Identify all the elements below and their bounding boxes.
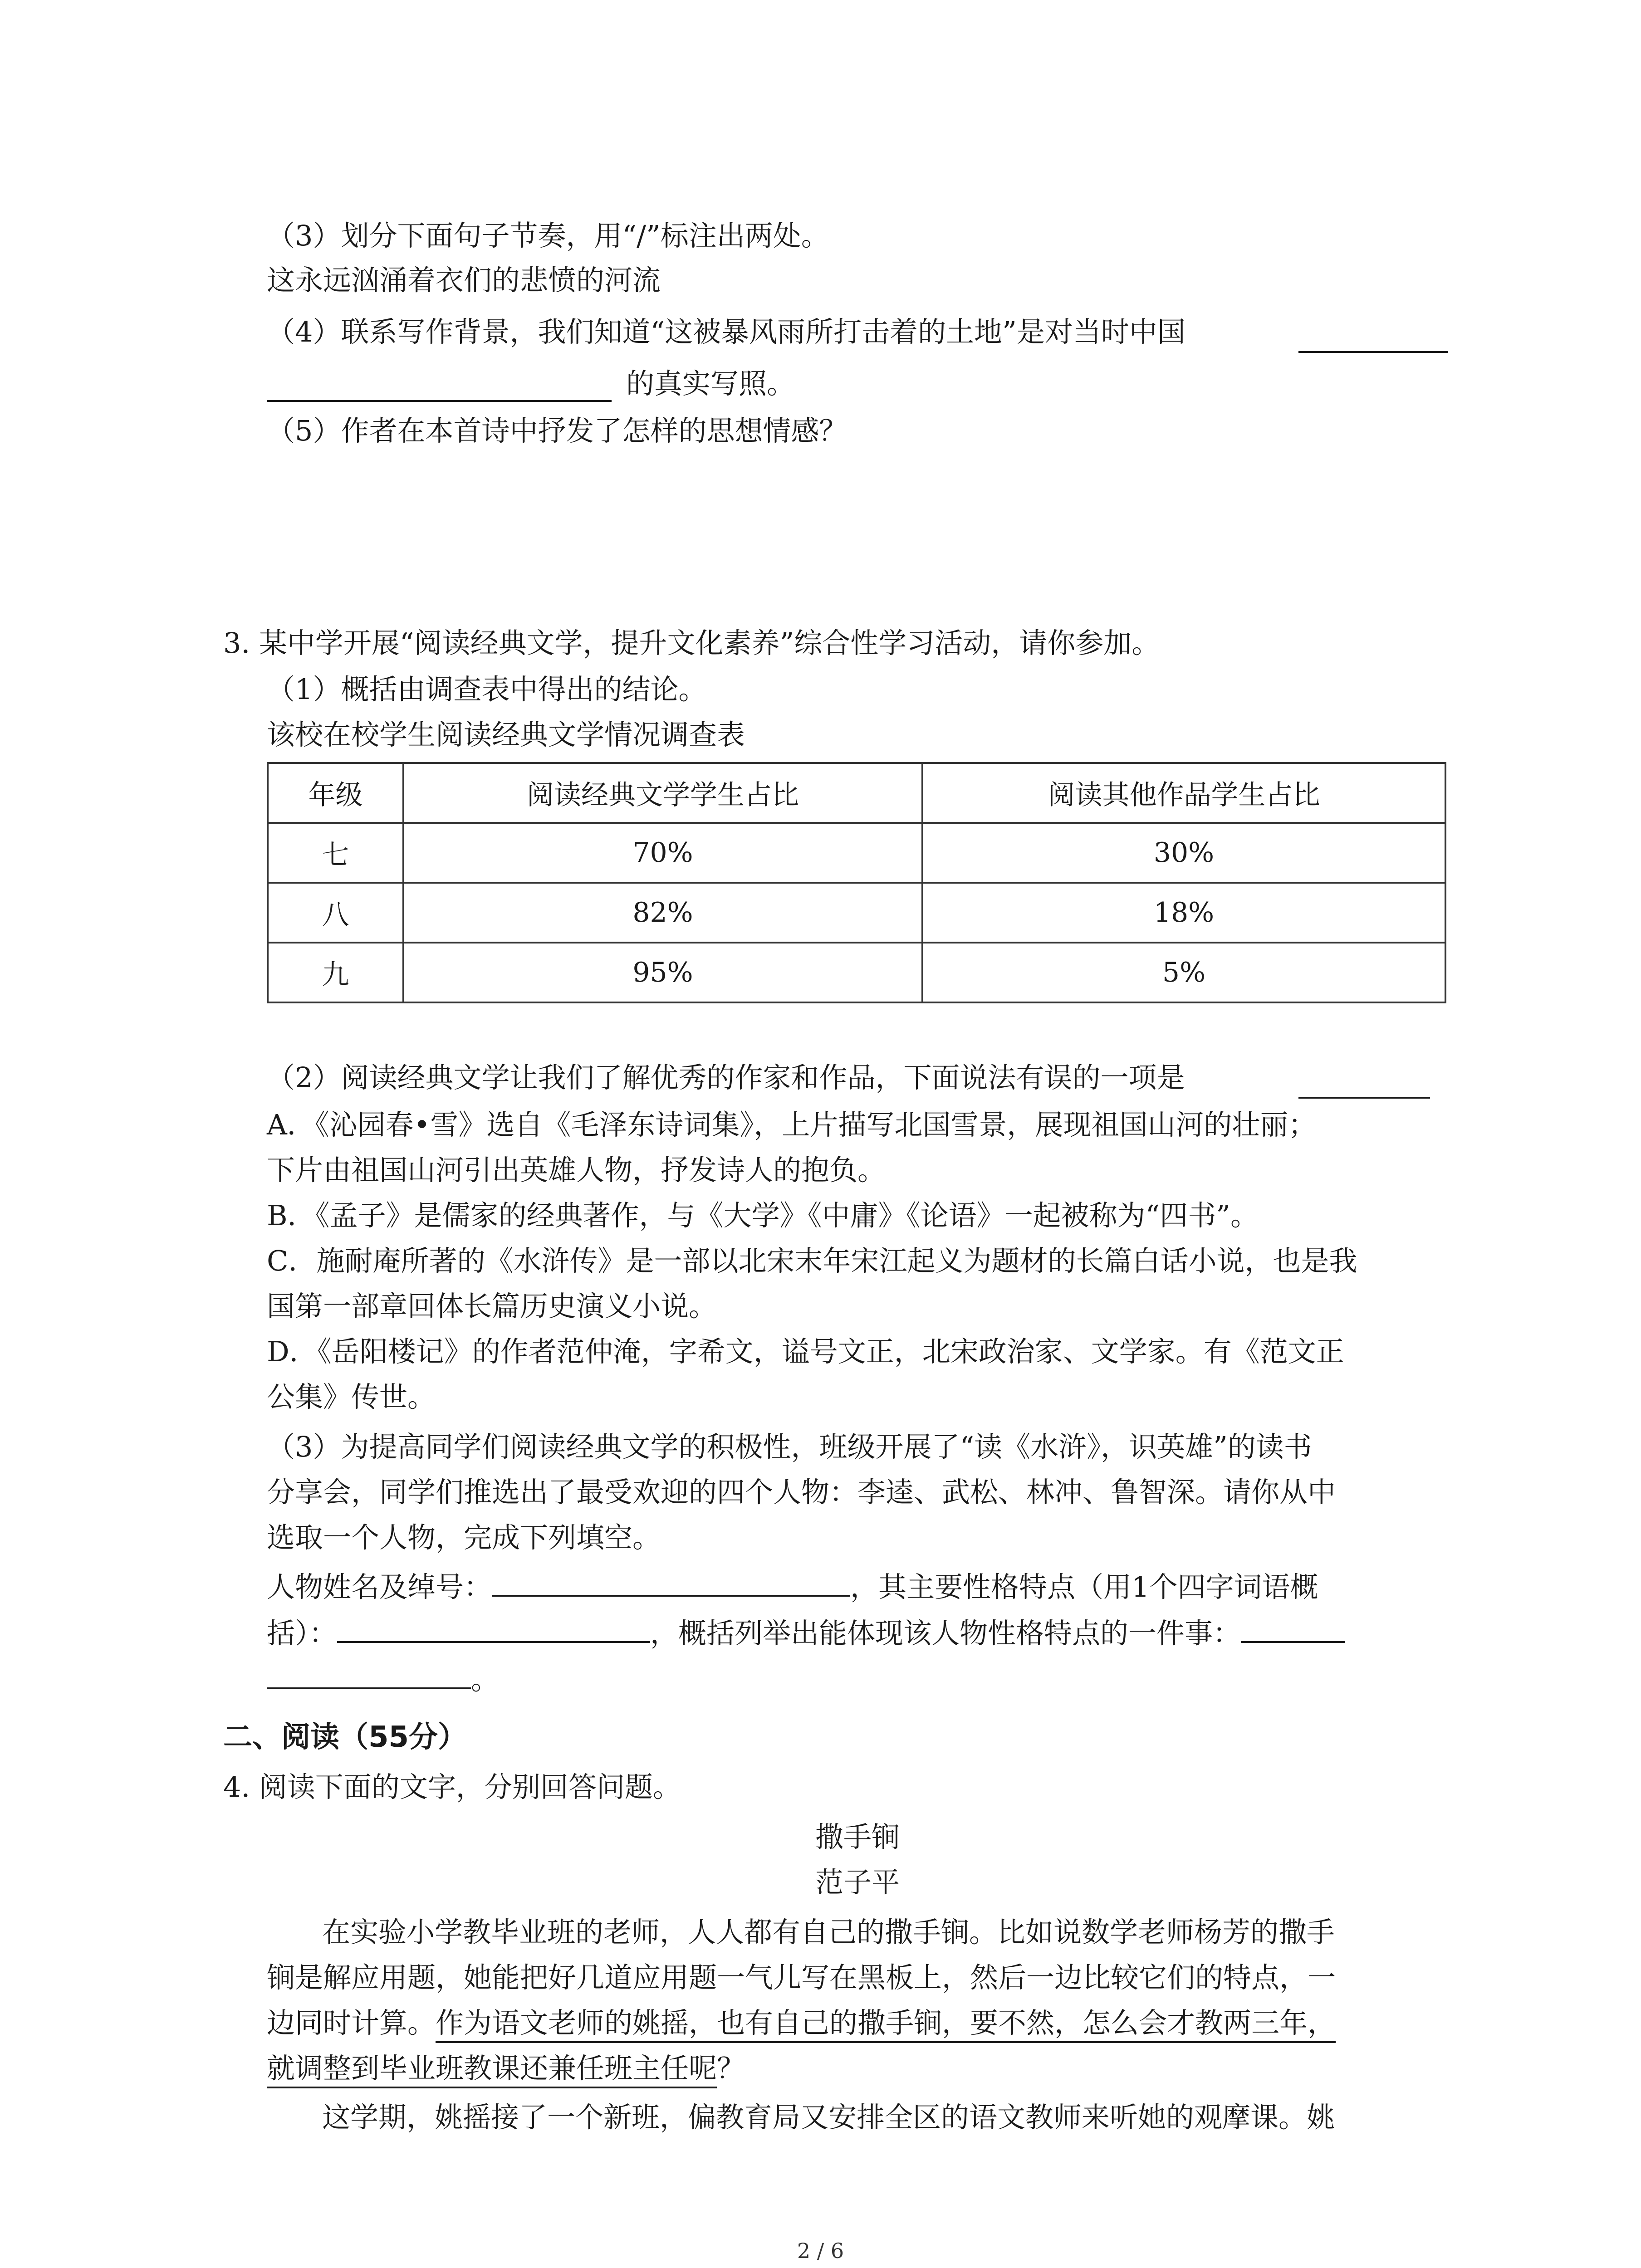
story-author: 范子平: [815, 1866, 900, 1899]
q3-sub2-answer-blank[interactable]: [1298, 1097, 1430, 1099]
fill-label-trait-end: 括）：: [267, 1617, 338, 1650]
table-header-cell: 阅读经典文学学生占比: [403, 763, 922, 823]
q3-sub3-line2: 分享会，同学们推选出了最受欢迎的四个人物：李逵、武松、林冲、鲁智深。请你从中: [267, 1476, 1336, 1509]
q4-title: 4. 阅读下面的文字，分别回答问题。: [223, 1770, 681, 1804]
option-d-line2: 公集》传世。: [267, 1380, 436, 1413]
q3-sub1: （1）概括由调查表中得出的结论。: [267, 673, 707, 706]
character-name-blank[interactable]: [492, 1569, 850, 1597]
q3-table-caption: 该校在校学生阅读经典文学情况调查表: [267, 718, 745, 751]
event-blank-2[interactable]: [267, 1661, 471, 1689]
q2-sub5: （5）作者在本首诗中抒发了怎样的思想情感？: [267, 414, 847, 447]
table-cell: 18%: [922, 883, 1445, 943]
option-c-line1: C．施耐庵所著的《水浒传》是一部以北宋末年宋江起义为题材的长篇白话小说，也是我: [267, 1244, 1357, 1277]
table-cell: 82%: [403, 883, 922, 943]
fill-label-trait: ，其主要性格特点（用1个四字词语概: [850, 1570, 1318, 1603]
q2-sub4-line2: 的真实写照。: [626, 367, 795, 400]
fill-end-period: 。: [471, 1663, 500, 1696]
paragraph-1-line2: 锏是解应用题，她能把好几道应用题一气儿写在黑板上，然后一边比较它们的特点，一: [267, 1961, 1336, 1994]
table-cell: 八: [268, 883, 403, 943]
q3-sub2: （2）阅读经典文学让我们了解优秀的作家和作品，下面说法有误的一项是: [267, 1061, 1185, 1094]
table-row: [268, 823, 1445, 883]
q2-sub3: （3）划分下面句子节奏，用“/”标注出两处。: [267, 219, 829, 252]
event-blank-1[interactable]: [1241, 1615, 1345, 1643]
question-mark: ？: [717, 2052, 745, 2085]
table-cell: 30%: [922, 823, 1445, 883]
q2-sub4-blank-1[interactable]: [1298, 351, 1448, 353]
q2-sub4-blank-2[interactable]: [267, 400, 612, 402]
fill-line-3: [267, 1661, 499, 1697]
q3-sub3-line3: 选取一个人物，完成下列填空。: [267, 1521, 661, 1554]
table-cell: 5%: [922, 943, 1445, 1002]
option-c-line2: 国第一部章回体长篇历史演义小说。: [267, 1290, 717, 1323]
fill-line-1: [267, 1569, 1318, 1605]
table-header-cell: 阅读其他作品学生占比: [922, 763, 1445, 823]
paragraph-1-text: 边同时计算。: [267, 2006, 436, 2039]
paragraph-2-line1: 这学期，姚摇接了一个新班，偏教育局又安排全区的语文教师来听她的观摩课。姚: [322, 2101, 1335, 2134]
table-row: [268, 883, 1445, 943]
underlined-sentence-part1: 作为语文老师的姚摇，也有自己的撒手锏，要不然，怎么会才教两三年，: [436, 2006, 1336, 2043]
table-cell: 70%: [403, 823, 922, 883]
q2-sub4-line1: （4）联系写作背景，我们知道“这被暴风雨所打击着的土地”是对当时中国: [267, 315, 1185, 348]
table-cell: 95%: [403, 943, 922, 1002]
option-b: B．《孟子》是儒家的经典著作，与《大学》《中庸》《论语》一起被称为“四书”。: [267, 1199, 1259, 1232]
underlined-sentence-part2: 就调整到毕业班教课还兼任班主任呢: [267, 2052, 717, 2088]
fill-label-event: ，概括列举出能体现该人物性格特点的一件事：: [650, 1617, 1241, 1650]
q2-sub3-sentence: 这永远汹涌着衣们的悲愤的河流: [267, 264, 661, 297]
q3-title: 3. 某中学开展“阅读经典文学，提升文化素养”综合性学习活动，请你参加。: [223, 626, 1160, 660]
option-a-line1: A．《沁园春•雪》选自《毛泽东诗词集》，上片描写北国雪景，展现祖国山河的壮丽；: [267, 1108, 1317, 1141]
table-cell: 九: [268, 943, 403, 1002]
paragraph-1-line4: [267, 2050, 745, 2087]
survey-table: [267, 762, 1446, 1003]
option-a-line2: 下片由祖国山河引出英雄人物，抒发诗人的抱负。: [267, 1154, 886, 1187]
q3-sub3-line1: （3）为提高同学们阅读经典文学的积极性，班级开展了“读《水浒》，识英雄”的读书: [267, 1430, 1312, 1463]
table-cell: 七: [268, 823, 403, 883]
paragraph-1-line1: 在实验小学教毕业班的老师，人人都有自己的撒手锏。比如说数学老师杨芳的撒手: [322, 1916, 1335, 1949]
paragraph-1-line3: [267, 2005, 1336, 2041]
table-header-row: [268, 763, 1445, 823]
section-heading: 二、阅读（55分）: [223, 1721, 467, 1754]
fill-label-name: 人物姓名及绰号：: [267, 1570, 492, 1603]
table-row: [268, 943, 1445, 1002]
page-number: 2 / 6: [797, 2239, 844, 2263]
fill-line-2: [267, 1615, 1345, 1651]
story-title: 撒手锏: [815, 1820, 900, 1853]
table-header-cell: 年级: [268, 763, 403, 823]
option-d-line1: D．《岳阳楼记》的作者范仲淹，字希文，谥号文正，北宋政治家、文学家。有《范文正: [267, 1335, 1344, 1368]
trait-blank[interactable]: [337, 1615, 650, 1643]
